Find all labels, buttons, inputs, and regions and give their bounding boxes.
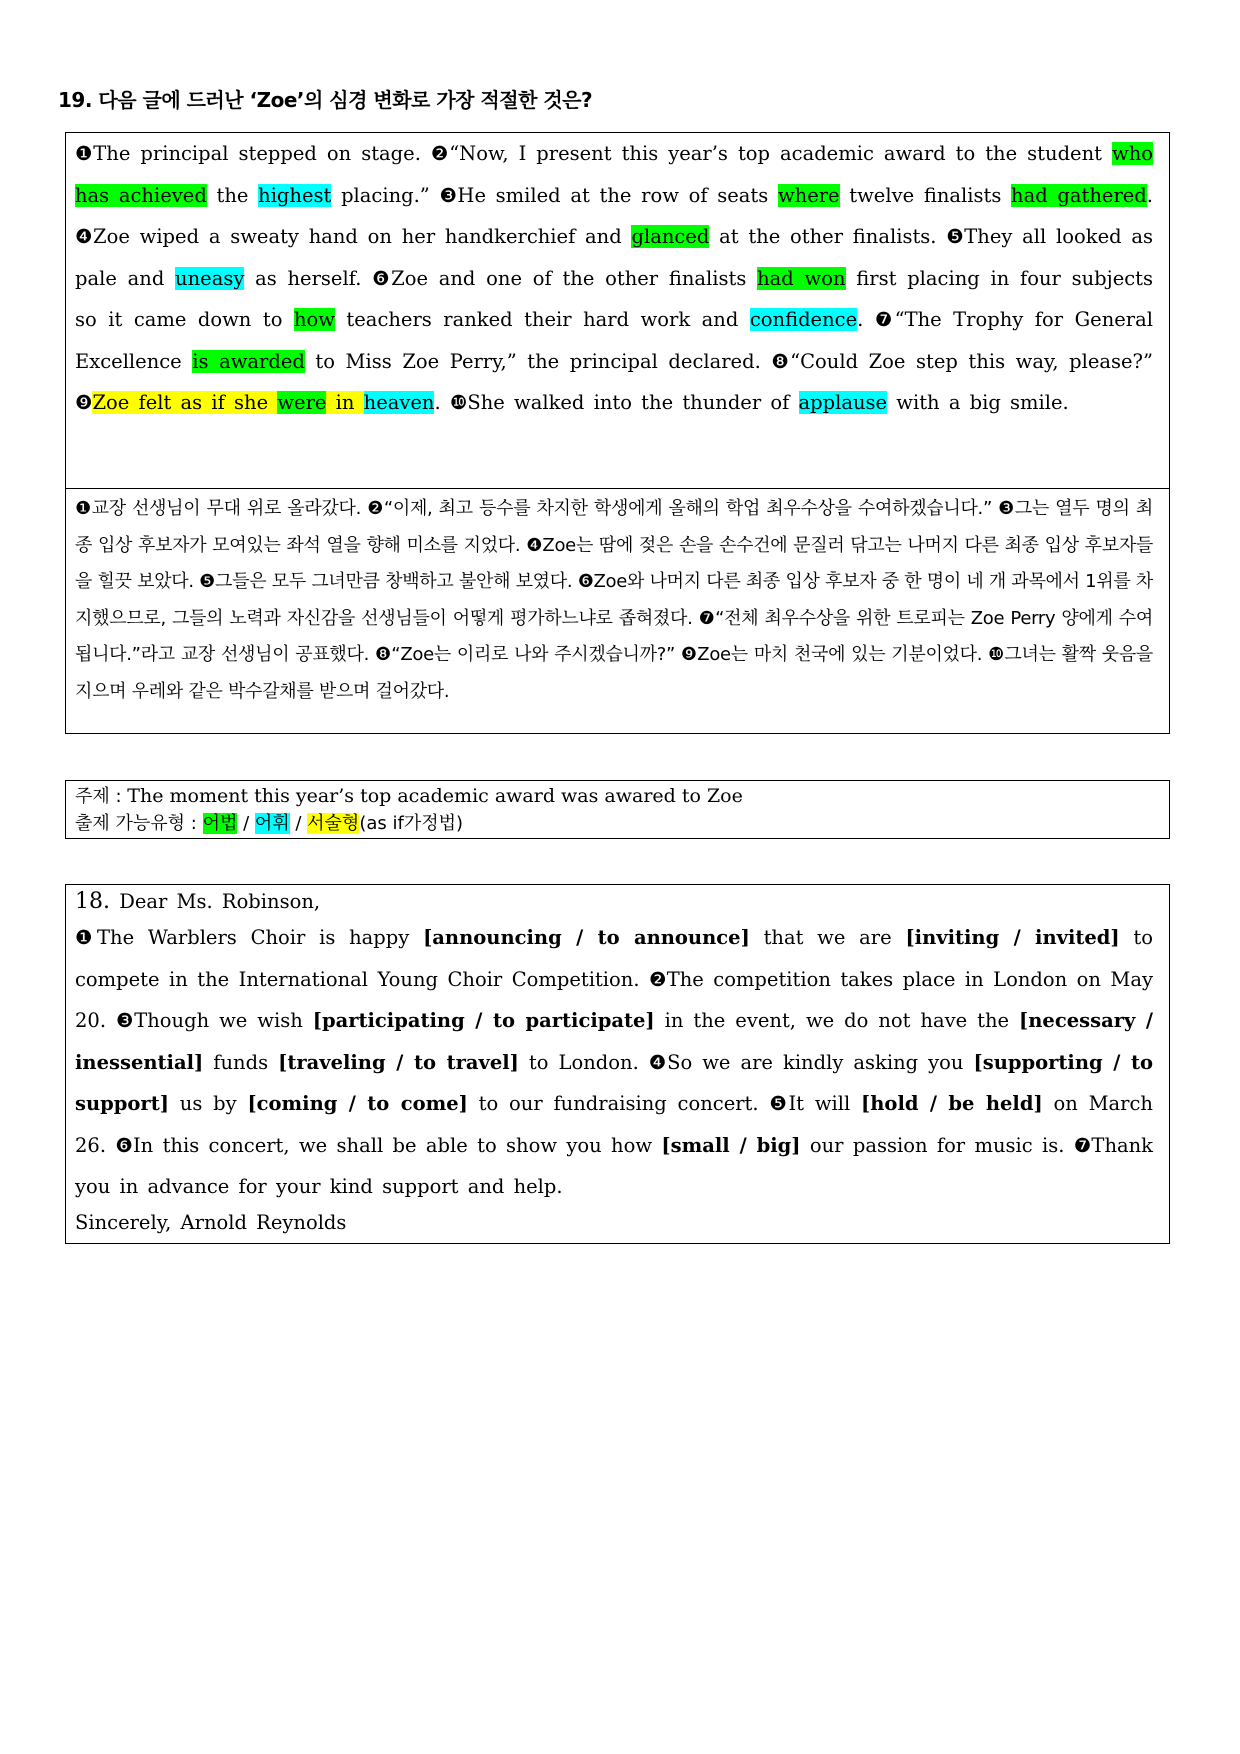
- types-separator: /: [289, 813, 308, 834]
- text-run: our passion for music is. ❼Thank you in advance for your kind support and help.: [75, 1133, 1153, 1198]
- types-label: 출제 가능유형 :: [75, 813, 203, 834]
- type-grammar-badge: 어법: [202, 813, 238, 834]
- theme-label: 주제 :: [75, 786, 128, 807]
- type-vocab-badge: 어휘: [254, 813, 290, 834]
- letter-closing: Sincerely, Arnold Reynolds: [75, 1210, 347, 1234]
- type-writing-note: (as if가정법): [359, 813, 464, 834]
- text-run: . ❹Zoe wiped a sweaty hand on her handkerchief and: [75, 183, 1153, 248]
- highlighted-phrase-green: is awarded: [192, 349, 305, 373]
- question-types-line: [75, 810, 1160, 837]
- answer-choice-bracket: [small / big]: [661, 1133, 801, 1157]
- highlighted-phrase-green: glanced: [631, 225, 710, 248]
- text-run: . ❼“The Trophy for General Excellence: [75, 308, 1153, 373]
- answer-choice-bracket: [supporting / to support]: [75, 1050, 1154, 1115]
- highlighted-phrase-cyan: uneasy: [175, 266, 245, 290]
- type-writing-badge: 서술형: [307, 813, 360, 834]
- english-passage-box: [65, 132, 1170, 489]
- highlighted-phrase-green: were: [277, 391, 327, 414]
- text-run: teachers ranked their hard work and: [334, 308, 750, 331]
- theme-line: [75, 783, 1160, 810]
- korean-translation: ❶교장 선생님이 무대 위로 올라갔다. ❷“이제, 최고 등수를 차지한 학생에게 올해의 학업 최우수상을 수여하겠습니다.” ❸그는 열두 명의 최종 입상 후보자가 모여있는 좌석 열을 향해 미소를 지었다. ❹Zoe는 땀에 젖은 손을 손수건에 문질러 닦고는 나머지 다른 최종 입상 후보자들을 힐끗 보았다. ❺그들은 모두 그녀만큼 창백하고 불안해 보였다. ❻Zoe와 나머지 다른 최종 입상 후보자 중 한 명이 네 개 과목에서 1위를 차지했으므로, 그들의 노력과 자신감을 선생님들이 어떻게 평가하느냐로 좁혀졌다. ❼“전체 최우수상을 위한 트로피는 Zoe Perry 양에게 수여됩니다.”라고 교장 선생님이 공표했다. ❽“Zoe는 이리로 나와 주시겠습니까?” ❾Zoe는 마치 천국에 있는 기분이었다. ❿그녀는 활짝 웃음을 지으며 우레와 같은 박수갈채를 받으며 걸어갔다.: [75, 498, 1153, 702]
- text-run: at the other finalists. ❺They all looked as pale and: [75, 225, 1153, 290]
- highlighted-phrase-green: had won: [757, 266, 846, 290]
- highlighted-phrase-yellow: in: [326, 391, 364, 414]
- text-run: funds: [203, 1050, 279, 1074]
- text-run: placing.” ❸He smiled at the row of seats: [331, 183, 778, 207]
- text-run: the: [206, 183, 259, 207]
- text-run: that we are: [749, 926, 906, 949]
- types-separator: /: [237, 813, 255, 834]
- question-18-letter-box: [65, 884, 1170, 1244]
- text-run: with a big smile.: [887, 391, 1069, 414]
- text-run: us by: [168, 1092, 248, 1115]
- answer-choice-bracket: [coming / to come]: [247, 1092, 468, 1115]
- answer-choice-bracket: [necessary / inessential]: [75, 1009, 1153, 1074]
- korean-translation-box: [65, 488, 1170, 734]
- highlighted-phrase-yellow: Zoe felt as if she: [92, 391, 278, 414]
- theme-box: [65, 780, 1170, 839]
- answer-choice-bracket: [announcing / to announce]: [423, 926, 750, 949]
- text-run: to London. ❹So we are kindly asking you: [518, 1050, 974, 1074]
- highlighted-phrase-green: how: [293, 308, 335, 331]
- answer-choice-bracket: [inviting / invited]: [905, 926, 1120, 949]
- highlighted-phrase-cyan: heaven: [363, 391, 435, 414]
- salutation: Dear Ms. Robinson,: [110, 890, 321, 913]
- letter-body: [75, 917, 1153, 1208]
- text-run: twelve finalists: [839, 183, 1012, 207]
- answer-choice-bracket: [participating / to participate]: [312, 1009, 655, 1032]
- question-19-title: 19. 다음 글에 드러난 ‘Zoe’의 심경 변화로 가장 적절한 것은?: [58, 88, 593, 112]
- theme-text: The moment this year’s top academic award was awared to Zoe: [127, 785, 743, 807]
- text-run: to compete in the International Young Choir Competition. ❷The competition takes place in London on May 20. ❸Though we wish: [75, 926, 1153, 1032]
- text-run: to our fundraising concert. ❺It will: [467, 1092, 862, 1115]
- text-run: ❶The principal stepped on stage. ❷“Now, I present this year’s top academic award to the student: [75, 142, 1112, 165]
- text-run: as herself. ❻Zoe and one of the other finalists: [244, 266, 758, 290]
- highlighted-phrase-green: where: [777, 183, 840, 207]
- highlighted-phrase-cyan: applause: [798, 391, 888, 414]
- highlighted-phrase-cyan: confidence: [749, 308, 858, 331]
- highlighted-phrase-green: who has achieved: [75, 142, 1153, 207]
- text-run: on March 26. ❻In this concert, we shall be able to show you how: [75, 1092, 1153, 1157]
- text-run: . ❿She walked into the thunder of: [434, 391, 799, 414]
- letter-header: [75, 887, 1153, 917]
- answer-choice-bracket: [hold / be held]: [861, 1092, 1043, 1115]
- highlighted-phrase-green: had gathered: [1011, 183, 1147, 207]
- text-run: in the event, we do not have the: [654, 1009, 1020, 1032]
- answer-choice-bracket: [traveling / to travel]: [278, 1050, 519, 1074]
- english-passage: [75, 133, 1153, 424]
- text-run: ❶The Warblers Choir is happy: [75, 926, 424, 949]
- question-18-number: 18.: [75, 889, 110, 914]
- text-run: first placing in four subjects so it came down to: [75, 266, 1153, 331]
- highlighted-phrase-cyan: highest: [258, 183, 332, 207]
- text-run: to Miss Zoe Perry,” the principal declared. ❽“Could Zoe step this way, please?” ❾: [75, 349, 1153, 414]
